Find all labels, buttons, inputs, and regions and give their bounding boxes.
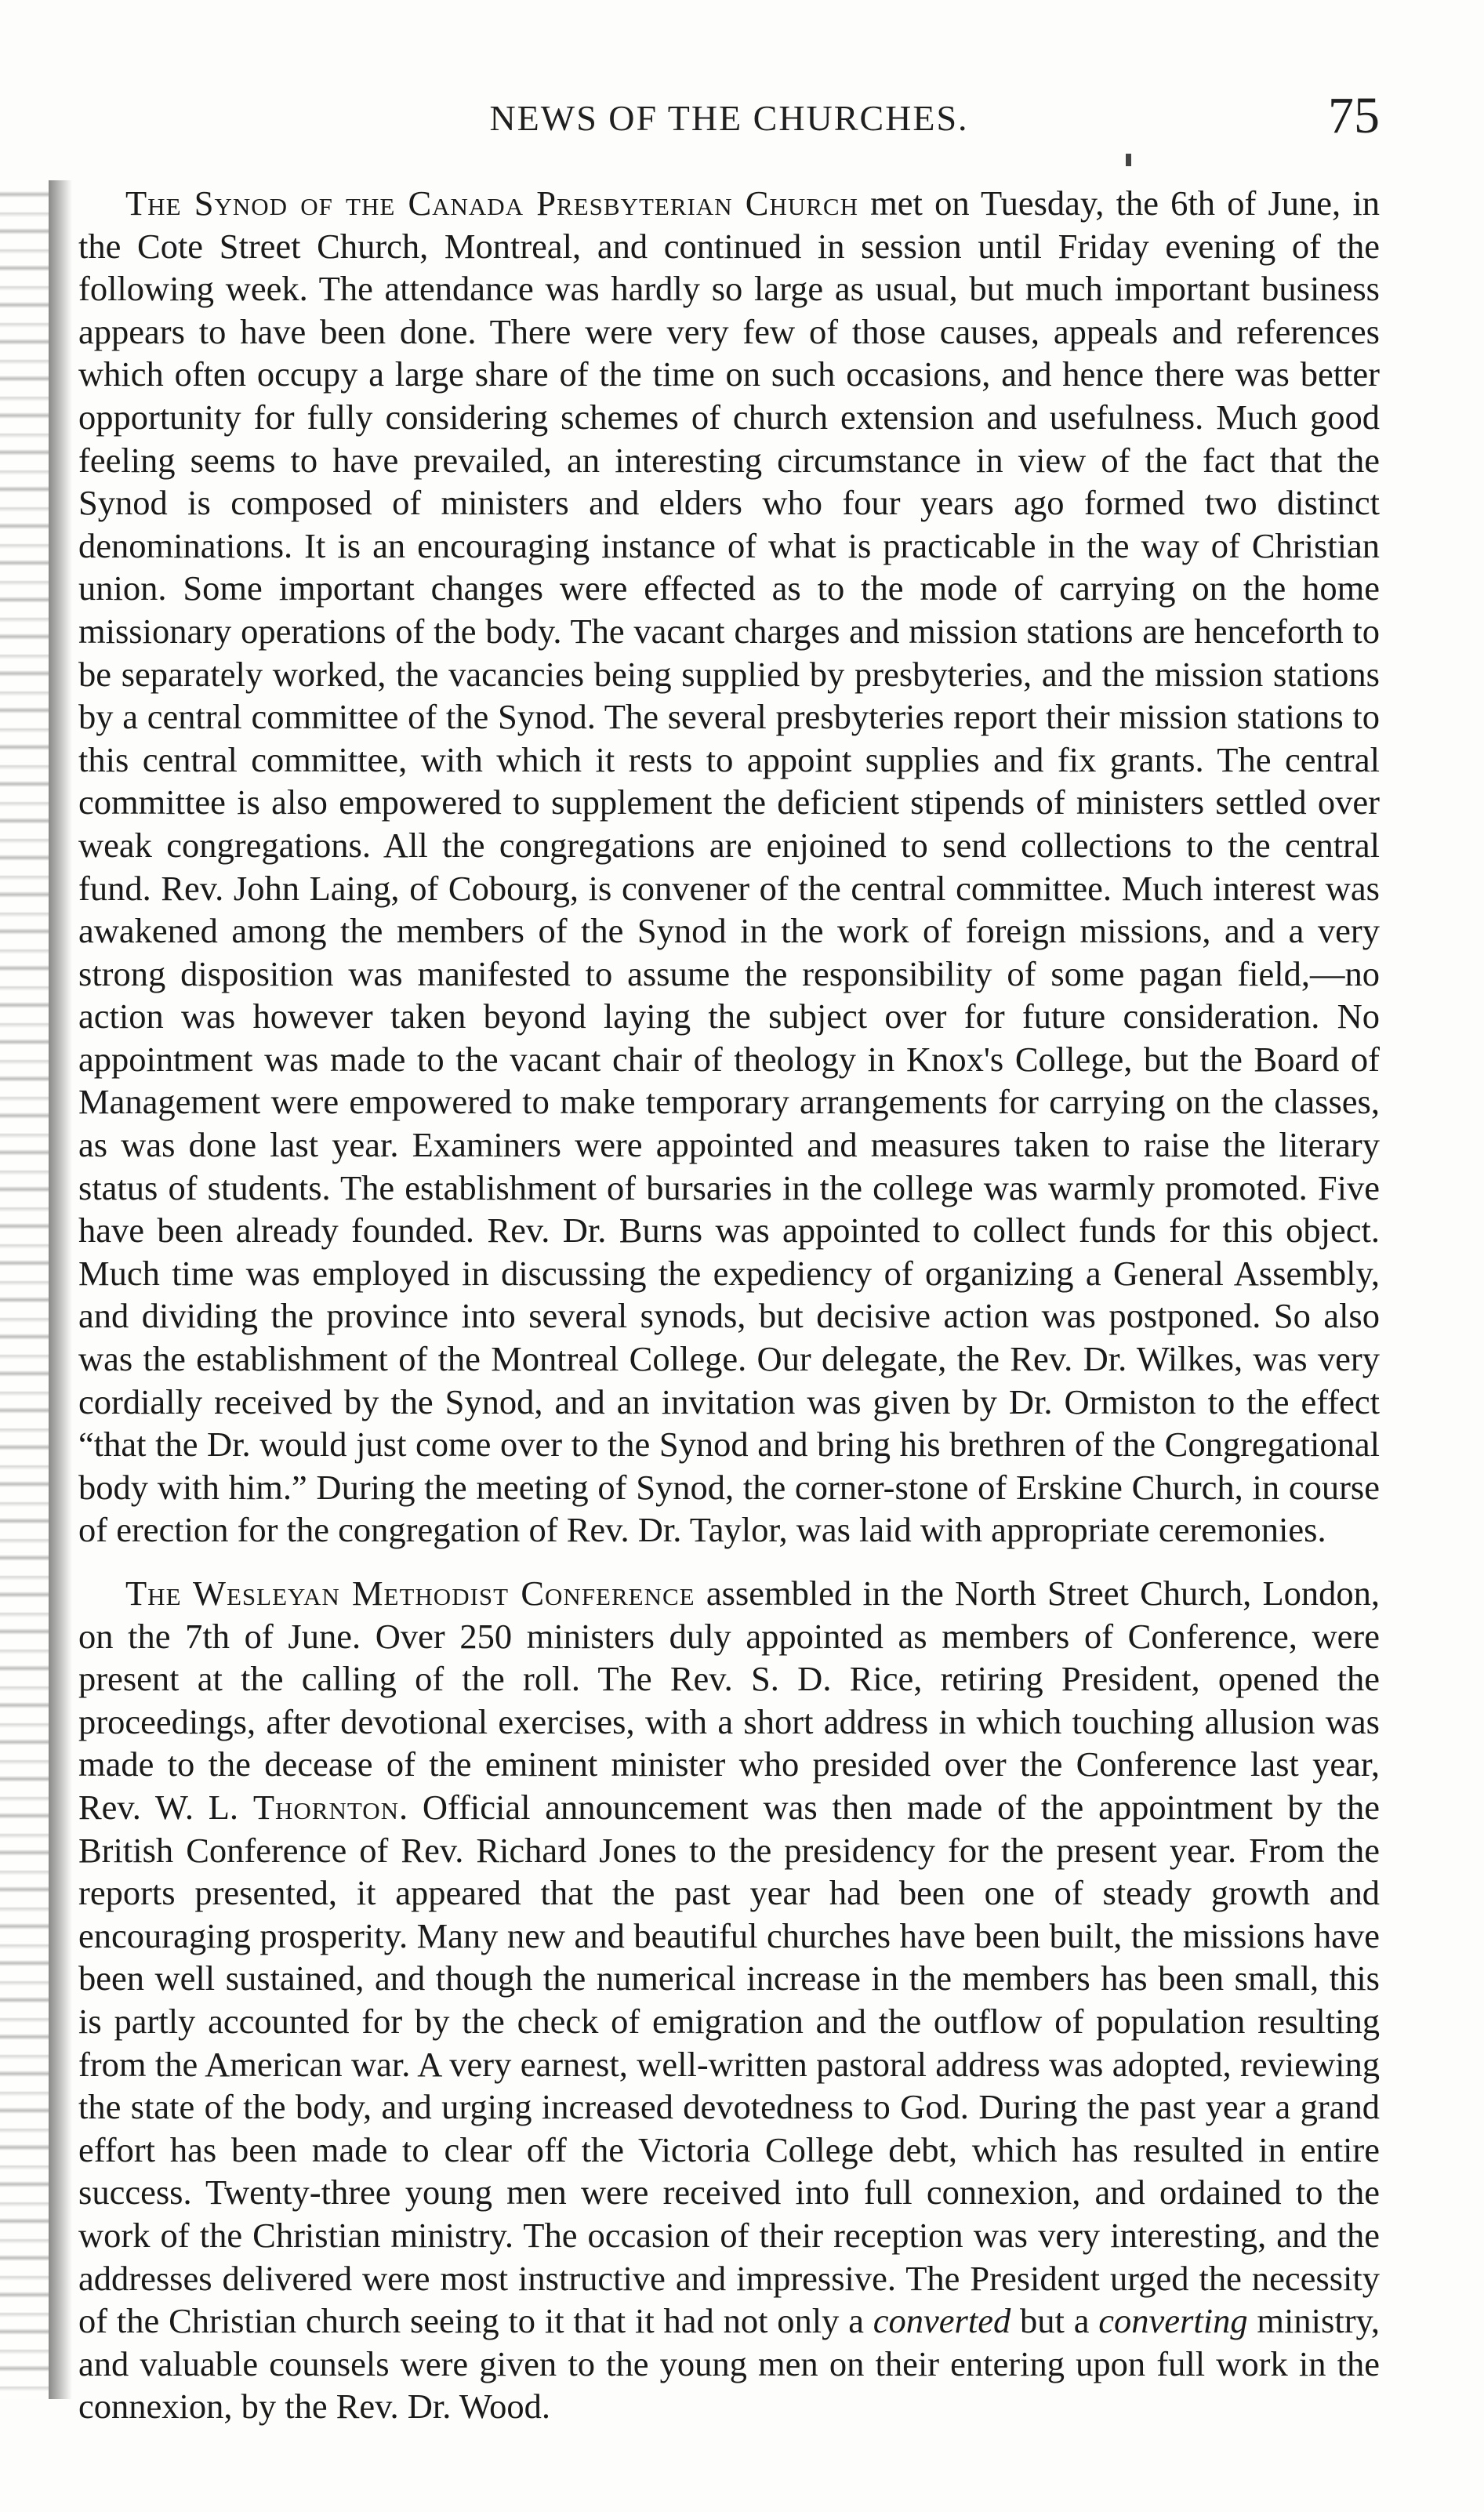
article-text: but a [1010,2301,1099,2341]
binding-shadow [49,180,72,2399]
emphasis: converted [873,2301,1011,2341]
article-text: assembled in the North Street Church, London, on the 7th of June. Over 250 ministers duly appointed as members of Conference, were present at the calling of the roll. The Rev. S. D. Rice, retiring President, opened the proceedings, after devotional exercises, with a short address in which touching allusion was made to the decease of the eminent minister who presided over the Conference last year, Rev. W. L. [78,1574,1380,1827]
page-number: 75 [1328,87,1380,144]
article-wesleyan-methodist-conference [78,1572,1380,2428]
running-head: NEWS OF THE CHURCHES. [489,98,969,138]
article-body [78,182,1380,2448]
article-text: . Official announcement was then made of the appointment by the British Conference of Rev. Richard Jones to the presidency for the present year. From the reports presented, it appeared that the past year had been one of steady growth and encouraging prosperity. Many new and beautiful churches have been built, the missions have been well sustained, and though the numerical increase in the members has been small, this is partly accounted for by the check of emigration and the outflow of population resulting from the American war. A very earnest, well-written pastoral address was adopted, reviewing the state of the body, and urging increased devotedness to God. During the past year a grand effort has been made to clear off the Victoria College debt, which has resulted in entire success. Twenty-three young men were received into full connexion, and ordained to the work of the Christian ministry. The occasion of their reception was very interesting, and the addresses delivered were most instructive and impressive. The President urged the necessity of the Christian church seeing to it that it had not only a [78,1787,1380,2341]
page-header [78,86,1380,149]
binding-gutter [0,180,49,2399]
article-lead-in: The Wesleyan Methodist Conference [125,1574,695,1613]
article-synod-canada-presbyterian [78,182,1380,1552]
article-text: ministry, and valuable counsels were given to the young men on their entering upon full work in the connexion, by the Rev. Dr. Wood. [78,2301,1381,2427]
emphasis: converting [1098,2301,1248,2341]
person-name: Thornton [252,1787,399,1827]
article-text: met on Tuesday, the 6th of June, in the Cote Street Church, Montreal, and continued in session until Friday evening of the following week. The attendance was hardly so large as usual, but much important business appears to have been done. There were very few of those causes, appeals and references which often occupy a large share of the time on such occasions, and hence there was better opportunity for fully considering schemes of church extension and usefulness. Much good feeling seems to have prevailed, an interesting circumstance in view of the fact that the Synod is composed of ministers and elders who four years ago formed two distinct denominations. It is an encouraging instance of what is practicable in the way of Christian union. Some important changes were effected as to the mode of carrying on the home missionary operations of the body. The vacant charges and mission stations are henceforth to be separately worked, the vacancies being supplied by presbyteries, and the mission stations by a central committee of the Synod. The several presbyteries report their mission stations to this central committee, with which it rests to appoint supplies and fix grants. The central committee is also empowered to supplement the deficient stipends of ministers settled over weak congregations. All the congregations are enjoined to send collections to the central fund. Rev. John Laing, of Cobourg, is convener of the central committee. Much interest was awakened among the members of the Synod in the work of foreign missions, and a very strong disposition was manifested to assume the responsibility of some pagan field,—no action was however taken beyond laying the subject over for future consideration. No appointment was made to the vacant chair of theology in Knox's College, but the Board of Management were empowered to make temporary arrangements for carrying on the classes, as was done last year. Examiners were appointed and measures taken to raise the literary status of students. The establishment of bursaries in the college was warmly promoted. Five have been already founded. Rev. Dr. Burns was appointed to collect funds for this object. Much time was employed in discussing the expediency of organizing a General Assembly, and dividing the province into several synods, but decisive action was postponed. So also was the establishment of the Montreal College. Our delegate, the Rev. Dr. Wilkes, was very cordially received by the Synod, and an invitation was given by Dr. Ormiston to the effect “that the Dr. would just come over to the Synod and bring his brethren of the Congregational body with him.” During the meeting of Synod, the corner-stone of Erskine Church, in course of erection for the congregation of Rev. Dr. Taylor, was laid with appropriate ceremonies. [78,183,1380,1550]
printer-mark [1126,154,1131,166]
article-lead-in: The Synod of the Canada Presbyterian Church [125,183,858,223]
